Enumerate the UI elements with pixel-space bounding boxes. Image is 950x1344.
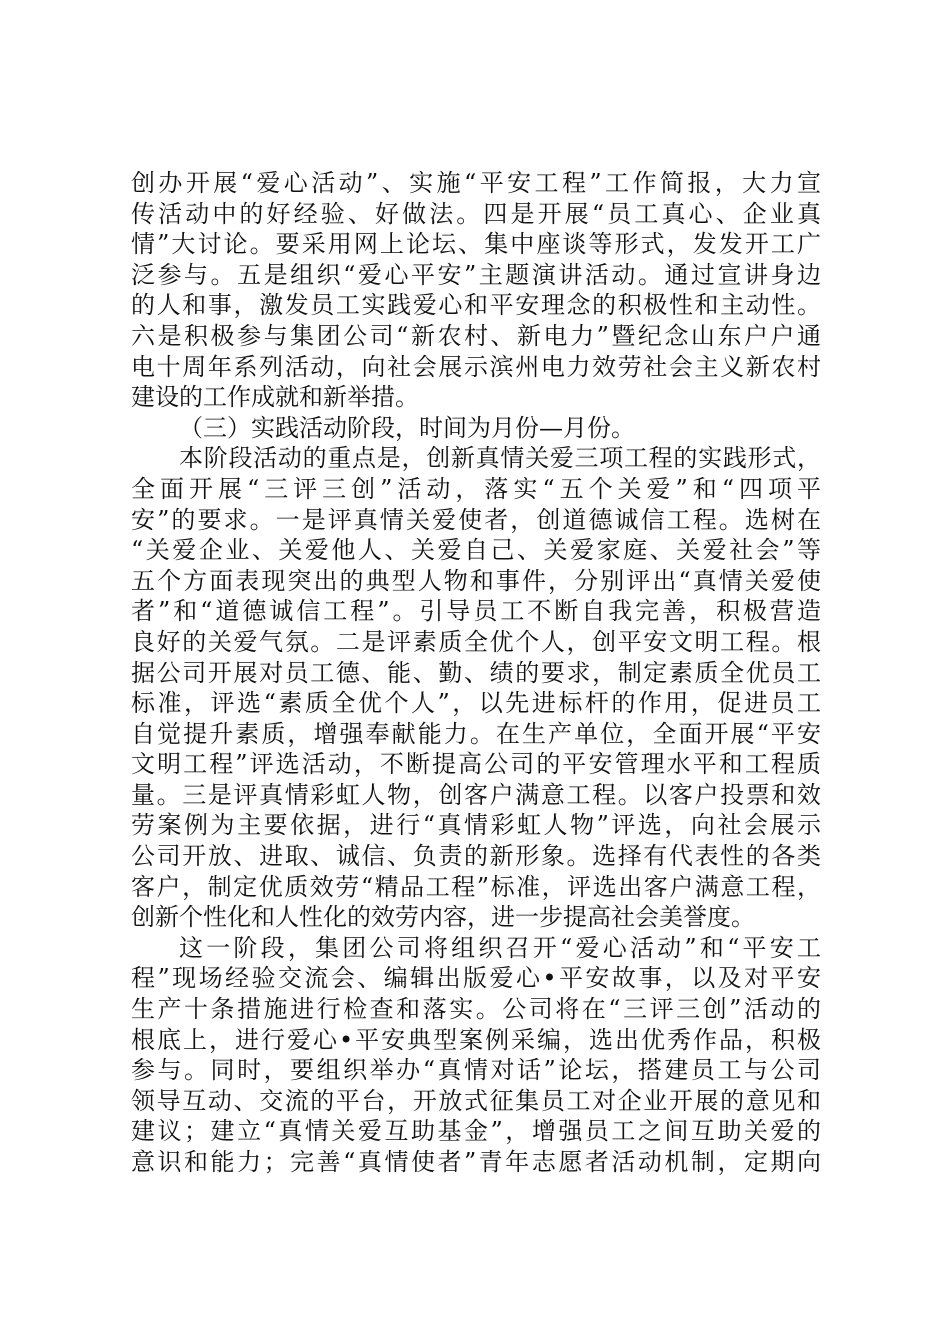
text-line: 这一阶段，集团公司将组织召开“爱心活动”和“平安工: [179, 933, 821, 962]
text-line: 生产十条措施进行检查和落实。公司将在“三评三创”活动的: [131, 995, 821, 1024]
text-line: 意识和能力；完善“真情使者”青年志愿者活动机制，定期向: [131, 1148, 821, 1176]
text-line: 根底上，进行爱心•平安典型案例采编，选出优秀作品，积极: [131, 1025, 821, 1054]
text-line: 文明工程”评选活动，不断提高公司的平安管理水平和工程质: [131, 750, 821, 779]
text-line: 安”的要求。一是评真情关爱使者，创道德诚信工程。选树在: [131, 505, 821, 534]
text-line: 劳案例为主要依据，进行“真情彩虹人物”评选，向社会展示: [131, 811, 821, 840]
section-heading: （三）实践活动阶段，时间为月份—月份。: [179, 413, 635, 442]
text-line: 量。三是评真情彩虹人物，创客户满意工程。以客户投票和效: [131, 780, 821, 809]
text-line: 程”现场经验交流会、编辑出版爱心•平安故事，以及对平安: [131, 964, 821, 993]
text-line: 电十周年系列活动，向社会展示滨州电力效劳社会主义新农村: [131, 352, 821, 381]
text-line: 领导互动、交流的平台，开放式征集员工对企业开展的意见和: [131, 1086, 821, 1115]
text-line: 建议；建立“真情关爱互助基金”，增强员工之间互助关爱的: [131, 1117, 821, 1146]
text-line: 泛参与。五是组织“爱心平安”主题演讲活动。通过宣讲身边: [131, 260, 821, 289]
text-line: 自觉提升素质，增强奉献能力。在生产单位，全面开展“平安: [131, 719, 821, 748]
text-line: 本阶段活动的重点是，创新真情关爱三项工程的实践形式，: [179, 444, 821, 473]
text-line: 公司开放、进取、诚信、负责的新形象。选择有代表性的各类: [131, 842, 821, 871]
text-line: 的人和事，激发员工实践爱心和平安理念的积极性和主动性。: [131, 291, 821, 320]
text-line: 全面开展“三评三创”活动，落实“五个关爱”和“四项平: [131, 474, 821, 503]
text-line: 标准，评选“素质全优个人”，以先进标杆的作用，促进员工: [131, 689, 821, 718]
text-line: 传活动中的好经验、好做法。四是开展“员工真心、企业真: [131, 199, 821, 228]
text-line: 建设的工作成就和新举措。: [131, 383, 419, 412]
text-line: 参与。同时，要组织举办“真情对话”论坛，搭建员工与公司: [131, 1056, 821, 1085]
text-line: 情”大讨论。要采用网上论坛、集中座谈等形式，发发开工广: [131, 230, 821, 259]
body-text: [131, 168, 821, 1178]
text-line: 良好的关爱气氛。二是评素质全优个人，创平安文明工程。根: [131, 627, 821, 656]
text-line: “关爱企业、关爱他人、关爱自己、关爱家庭、关爱社会”等: [131, 536, 821, 565]
text-line: 创办开展“爱心活动”、实施“平安工程”工作简报，大力宣: [131, 169, 821, 197]
text-line: 创新个性化和人性化的效劳内容，进一步提高社会美誉度。: [131, 903, 755, 932]
text-line: 据公司开展对员工德、能、勤、绩的要求，制定素质全优员工: [131, 658, 821, 687]
text-line: 五个方面表现突出的典型人物和事件，分别评出“真情关爱使: [131, 566, 821, 595]
text-line: 六是积极参与集团公司“新农村、新电力”暨纪念山东户户通: [131, 321, 821, 350]
text-line: 客户，制定优质效劳“精品工程”标准，评选出客户满意工程，: [131, 872, 821, 901]
text-line: 者”和“道德诚信工程”。引导员工不断自我完善，积极营造: [131, 597, 821, 626]
